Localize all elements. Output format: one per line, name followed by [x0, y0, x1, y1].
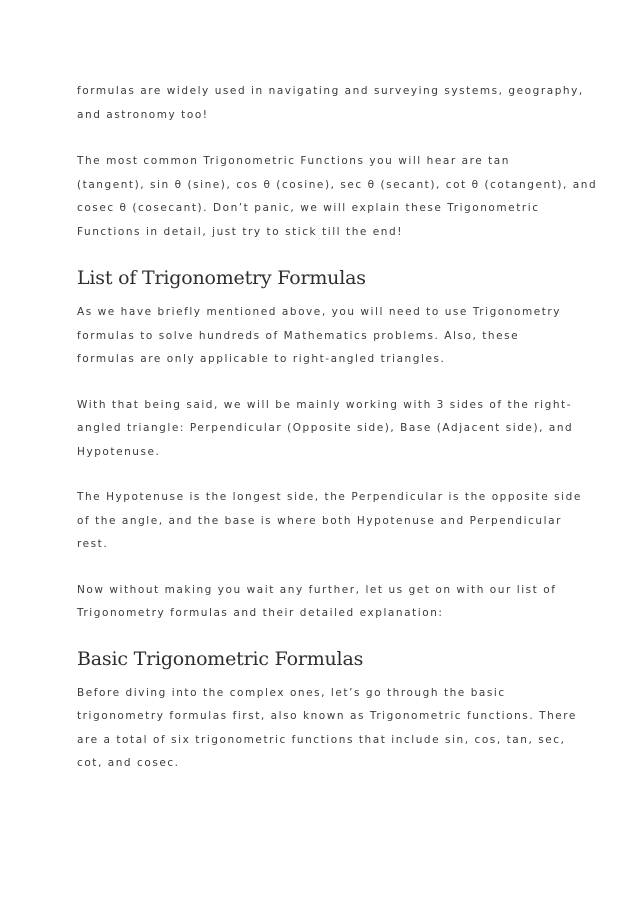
section-heading-basic: Basic Trigonometric Formulas	[77, 647, 364, 670]
text-line: Hypotenuse.	[77, 445, 161, 458]
text-line: and astronomy too!	[77, 108, 209, 121]
text-line: (tangent), sin θ (sine), cos θ (cosine), sec θ (secant), cot θ (cotangent), and	[77, 178, 598, 191]
text-line: Before diving into the complex ones, let’s go through the basic	[77, 686, 506, 699]
text-line: cot, and cosec.	[77, 757, 180, 769]
text-line: Functions in detail, just try to stick till the end!	[77, 225, 403, 238]
intro-paragraph	[77, 80, 584, 127]
section-heading-list: List of Trigonometry Formulas	[77, 267, 366, 289]
text-line: rest.	[77, 538, 109, 550]
text-line: are a total of six trigonometric functions that include sin, cos, tan, sec,	[77, 733, 566, 746]
text-line: As we have briefly mentioned above, you will need to use Trigonometry	[77, 306, 562, 318]
text-line: formulas are widely used in navigating and surveying systems, geography,	[77, 85, 584, 97]
list-paragraph-4	[77, 579, 567, 626]
text-line: The most common Trigonometric Functions you will hear are tan	[77, 155, 510, 167]
text-line: angled triangle: Perpendicular (Opposite side), Base (Adjacent side), and	[77, 422, 574, 434]
text-line: Now without making you wait any further, let us get on with our list of	[77, 583, 557, 596]
text-line: of the angle, and the base is where both Hypotenuse and Perpendicular	[77, 514, 562, 527]
text-line: trigonometry formulas first, also known as Trigonometric functions. There	[77, 710, 577, 722]
functions-paragraph	[77, 150, 598, 244]
text-line: formulas to solve hundreds of Mathematics problems. Also, these	[77, 329, 520, 342]
list-paragraph-2	[77, 394, 574, 465]
text-line: cosec θ (cosecant). Don’t panic, we will explain these Trigonometric	[77, 202, 540, 214]
text-line: formulas are only applicable to right-angled triangles.	[77, 353, 446, 365]
text-line: Trigonometry formulas and their detailed explanation:	[77, 607, 444, 619]
text-line: The Hypotenuse is the longest side, the Perpendicular is the opposite side	[77, 491, 582, 503]
list-paragraph-3	[77, 486, 582, 557]
basic-paragraph-1	[77, 682, 577, 776]
list-paragraph-1	[77, 301, 567, 372]
text-line: With that being said, we will be mainly working with 3 sides of the right-	[77, 398, 573, 411]
document-content	[77, 80, 598, 776]
